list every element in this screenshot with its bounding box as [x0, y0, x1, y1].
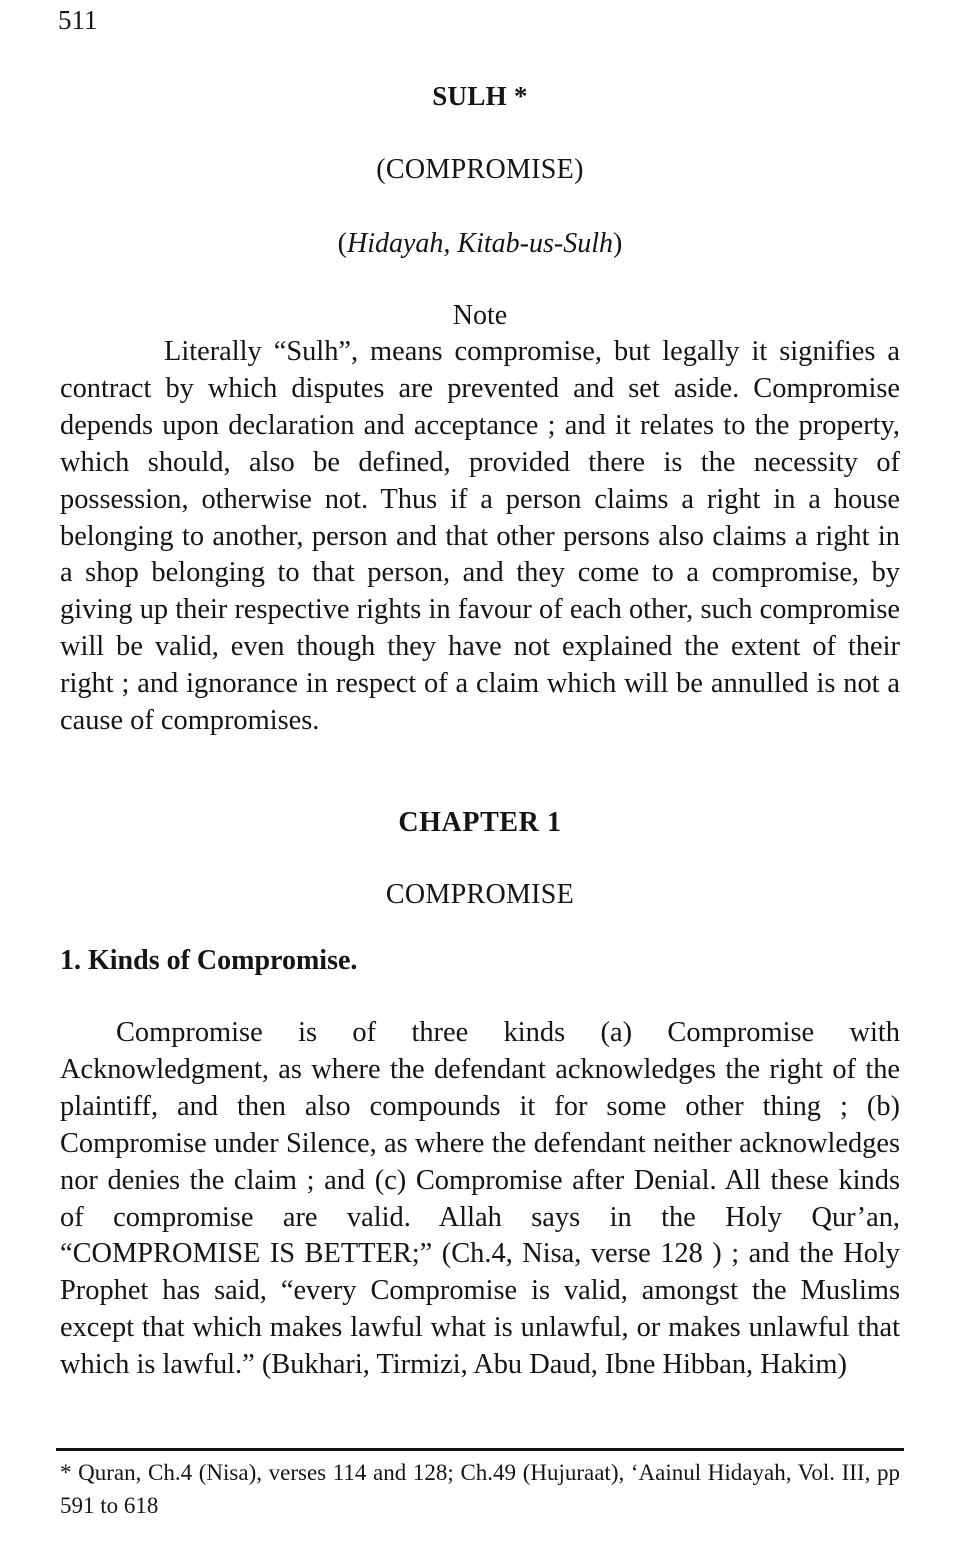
- chapter-subtitle: COMPROMISE: [385, 879, 575, 910]
- footnote-divider: [56, 1448, 904, 1451]
- section-heading: 1. Kinds of Compromise.: [60, 945, 358, 976]
- page-subtitle: (COMPROMISE): [376, 154, 584, 185]
- source-title: Hidayah, Kitab-us-Sulh: [347, 228, 613, 259]
- source-reference: [0, 226, 960, 262]
- source-paren-open: (: [337, 228, 347, 259]
- section-paragraph: Compromise is of three kinds (a) Compromise with Acknowledgment, as where the defendant acknowledges the right of the plaintiff, and then also compounds it for some other thing ; (b) Compromise under Silence, as where the defendant neither acknowledges nor denies the claim ; and (c) Compromise after Denial. All these kinds of compromise are valid. Allah says in the Holy Qur’an, “COMPROMISE IS BETTER;” (Ch.4, Nisa, verse 128 ) ; and the Holy Prophet has said, “every Compromise is valid, amongst the Muslims except that which makes lawful what is unlawful, or makes unlawful that which is lawful.” (Bukhari, Tirmizi, Abu Daud, Ibne Hibban, Hakim): [60, 1017, 900, 1381]
- page-number: 511: [58, 5, 98, 35]
- note-label: Note: [452, 300, 508, 331]
- source-paren-close: ): [613, 228, 623, 259]
- footnote: * Quran, Ch.4 (Nisa), verses 114 and 128; Ch.49 (Hujuraat), ‘Aainul Hidayah, Vol. III, pp 591 to 618: [60, 1460, 900, 1518]
- note-paragraph: Literally “Sulh”, means compromise, but legally it signifies a contract by which disputes are prevented and set aside. Compromise depends upon declaration and acceptance ; and it relates to the property, which should, also be defined, provided there is the necessity of possession, otherwise not. Thus if a person claims a right in a house belonging to another, person and that other persons also claims a right in a shop belonging to that person, and they come to a compromise, by giving up their respective rights in favour of each other, such compromise will be valid, even though they have not explained the extent of their right ; and ignorance in respect of a claim which will be annulled is not a cause of compromises.: [60, 336, 900, 737]
- chapter-title: CHAPTER 1: [398, 807, 562, 838]
- page-title: SULH *: [432, 81, 528, 111]
